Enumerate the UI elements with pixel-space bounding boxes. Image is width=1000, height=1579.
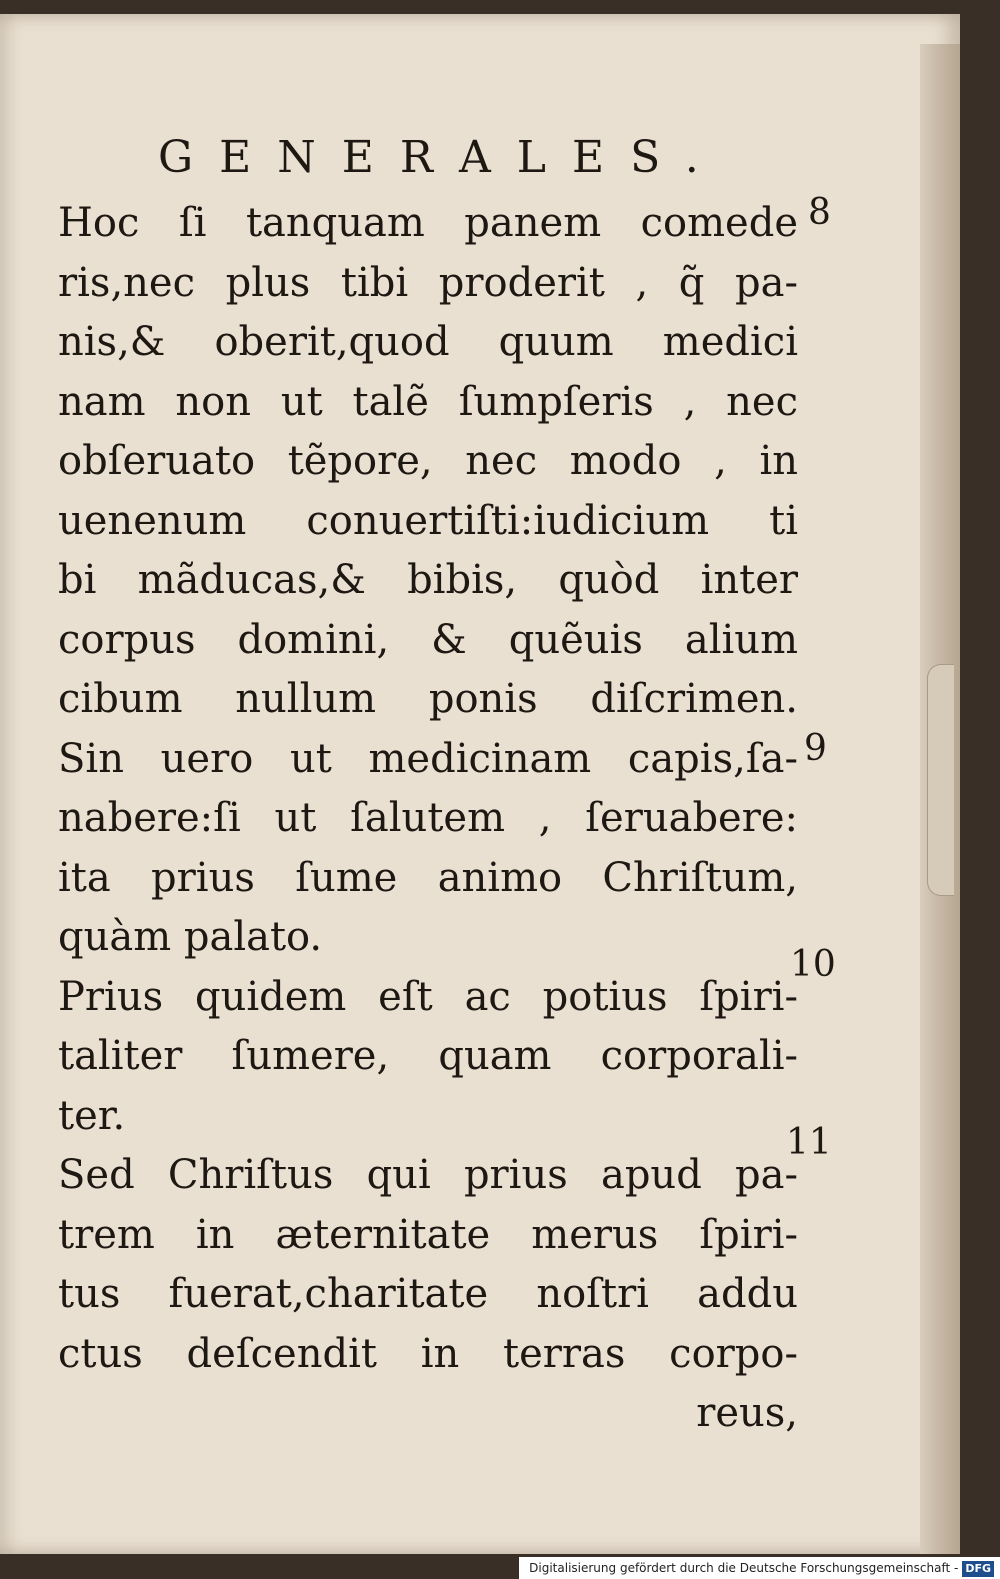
text-line: ris,nec plus tibi proderit , q̃ pa-: [58, 259, 798, 306]
margin-number: 11: [786, 1122, 832, 1163]
text-line: Prius quidem eſt ac potius ſpiri-: [58, 973, 798, 1020]
text-line: Sin uero ut medicinam capis,ſa-: [58, 735, 798, 782]
margin-number: 10: [790, 944, 836, 985]
credit-text: Digitalisierung gefördert durch die Deutsche Forschungsgemeinschaft -: [529, 1561, 959, 1575]
digitization-credit: [519, 1557, 1000, 1579]
text-line: uenenum conuertiſti:iudicium ti: [58, 497, 798, 544]
text-line: tus fuerat,charitate noſtri addu: [58, 1271, 798, 1317]
page-edge: [920, 44, 960, 1554]
text-line: Hoc ſi tanquam panem comede: [58, 200, 798, 246]
text-line: cibum nullum ponis diſcrimen.: [58, 676, 798, 722]
text-line: taliter ſumere, quam corporali-: [58, 1033, 798, 1079]
running-head: GENERALES.: [158, 132, 725, 183]
margin-number: 9: [804, 728, 827, 769]
book-page: [0, 14, 960, 1554]
text-line: quàm palato.: [58, 914, 323, 960]
text-line: trem in æternitate merus ſpiri-: [58, 1211, 798, 1258]
text-line: ita prius ſume animo Chriſtum,: [58, 854, 798, 901]
catchword: reus,: [696, 1390, 798, 1436]
text-line: nabere:ſi ut ſalutem , ſeruabere:: [58, 795, 798, 841]
text-line: obſeruato tẽpore, nec modo , in: [58, 438, 798, 484]
text-line: corpus domini, & quẽuis alium: [58, 616, 798, 663]
text-line: Sed Chriſtus qui prius apud pa-: [58, 1152, 798, 1198]
text-line: ctus deſcendit in terras corpo-: [58, 1330, 798, 1377]
margin-number: 8: [808, 192, 831, 233]
text-line: ter.: [58, 1092, 126, 1139]
dfg-logo: DFG: [962, 1561, 994, 1577]
text-line: bi mãducas,& bibis, quòd inter: [58, 557, 798, 603]
page-tab: [927, 664, 954, 896]
text-line: nis,& oberit,quod quum medici: [58, 319, 798, 365]
text-line: nam non ut talẽ ſumpſeris , nec: [58, 378, 798, 425]
text-block: [58, 194, 798, 1444]
